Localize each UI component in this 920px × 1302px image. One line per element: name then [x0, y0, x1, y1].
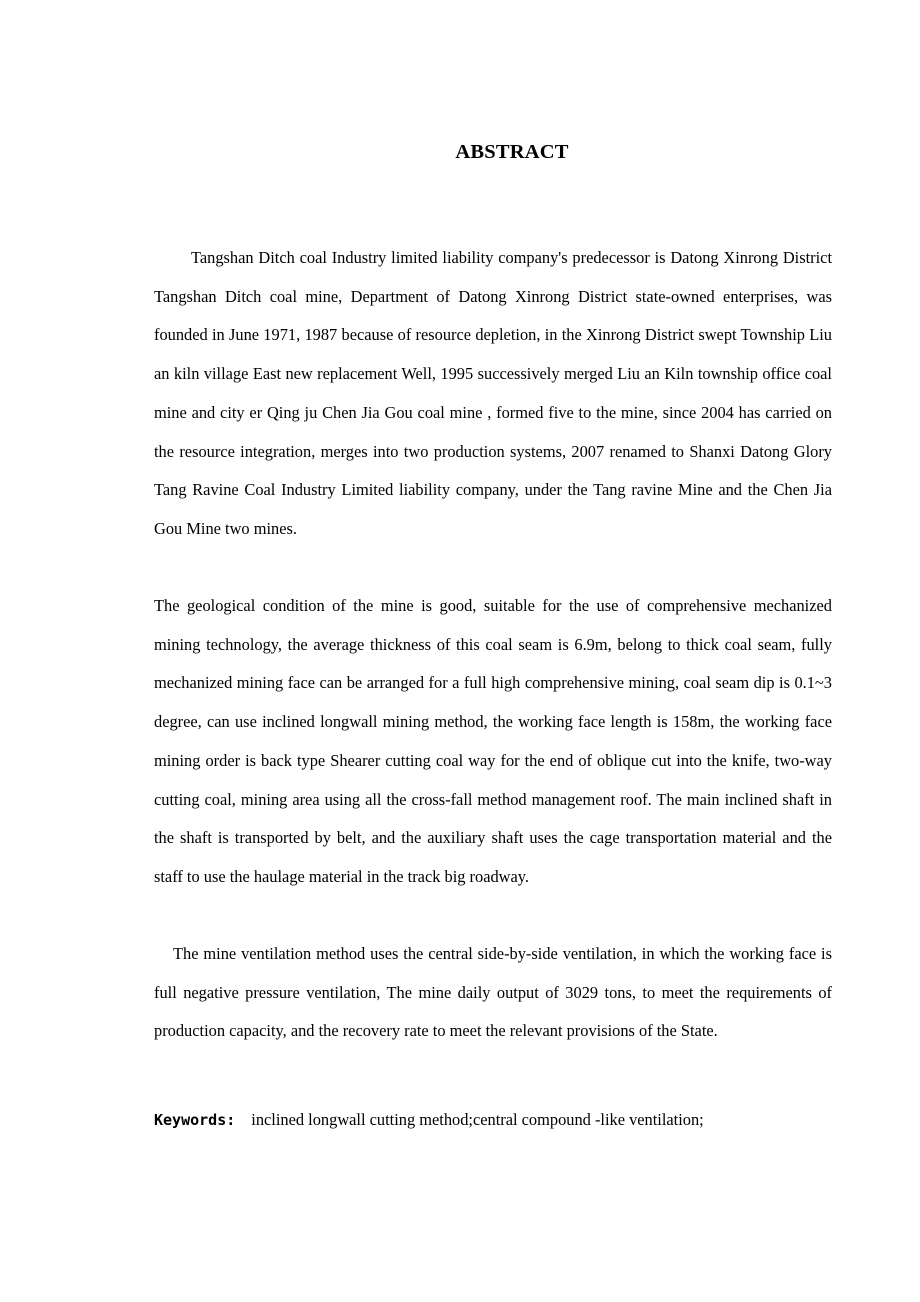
abstract-paragraph-1: Tangshan Ditch coal Industry limited liability company's predecessor is Datong Xinrong District Tangshan Ditch coal mine, Department of Datong Xinrong District state-owned enterprises, was founded in June 1971, 1987 because of resource depletion, in the Xinrong District swept Township Liu an kiln village East new replacement Well, 1995 successively merged Liu an Kiln township office coal mine and city er Qing ju Chen Jia Gou coal mine , formed five to the mine, since 2004 has carried on the resource integration, merges into two production systems, 2007 renamed to Shanxi Datong Glory Tang Ravine Coal Industry Limited liability company, under the Tang ravine Mine and the Chen Jia Gou Mine two mines.: [154, 248, 832, 538]
abstract-paragraph-2: The geological condition of the mine is good, suitable for the use of comprehensive mechanized mining technology, the average thickness of this coal seam is 6.9m, belong to thick coal seam, fully mechanized mining face can be arranged for a full high comprehensive mining, coal seam dip is 0.1~3 degree, can use inclined longwall mining method, the working face length is 158m, the working face mining order is back type Shearer cutting coal way for the end of oblique cut into the knife, two-way cutting coal, mining area using all the cross-fall method management roof. The main inclined shaft in the shaft is transported by belt, and the auxiliary shaft uses the cage transportation material and the staff to use the haulage material in the track big roadway.: [154, 596, 832, 886]
keywords-label: Keywords:: [154, 1111, 236, 1129]
keywords-line: [154, 1107, 704, 1133]
abstract-paragraph-3: The mine ventilation method uses the central side-by-side ventilation, in which the working face is full negative pressure ventilation, The mine daily output of 3029 tons, to meet the requirements of production capacity, and the recovery rate to meet the relevant provisions of the State.: [154, 944, 832, 1041]
keywords-text: inclined longwall cutting method;central compound -like ventilation;: [251, 1110, 704, 1129]
abstract-title: ABSTRACT: [455, 141, 569, 163]
